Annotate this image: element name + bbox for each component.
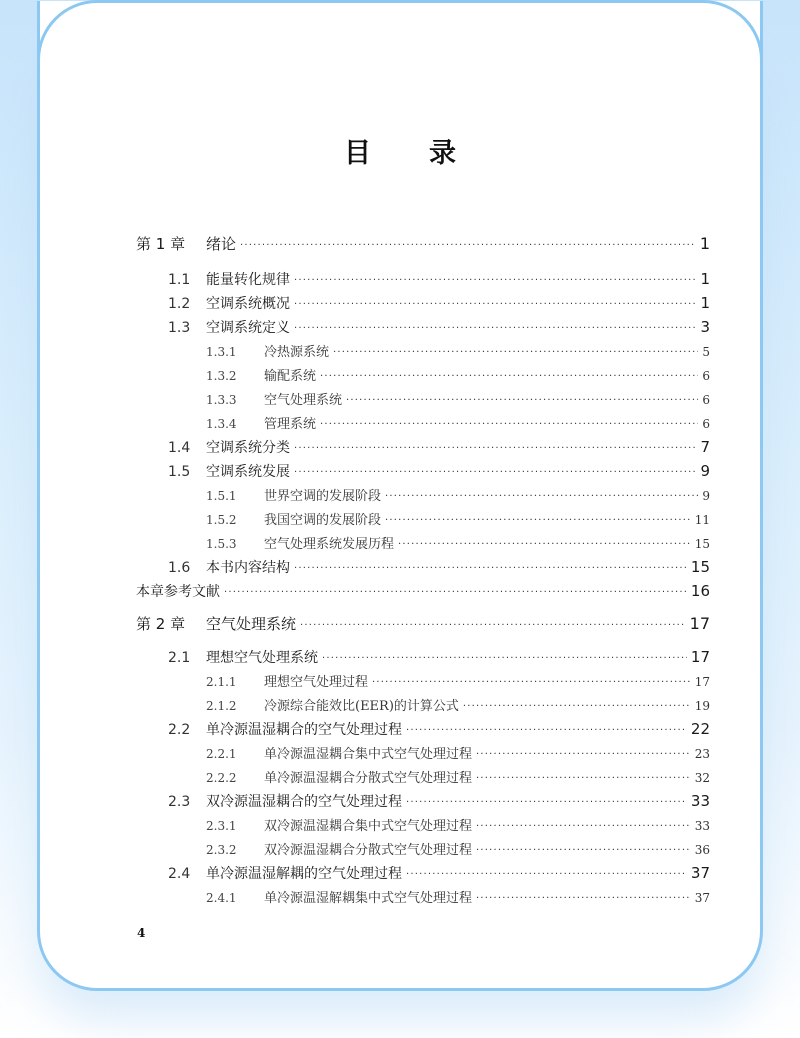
- toc-page-number: 16: [690, 582, 710, 600]
- toc-label: 理想空气处理系统: [206, 650, 318, 666]
- toc-number: 1.5: [168, 464, 191, 480]
- toc-subsection-2-3-2[interactable]: [136, 839, 710, 863]
- leader-dots: [385, 515, 691, 526]
- toc-number: 2.1.2: [206, 699, 237, 713]
- toc-page-number: 17: [690, 648, 710, 666]
- toc-page-number: 36: [694, 843, 710, 857]
- toc-subsection-2-1-1[interactable]: [136, 671, 710, 695]
- toc-section-1-6[interactable]: [136, 557, 710, 581]
- toc-page-number: 6: [702, 369, 710, 383]
- leader-dots: [320, 371, 698, 382]
- toc-page-number: 33: [690, 792, 710, 810]
- toc-label: 双冷源温湿耦合集中式空气处理过程: [264, 819, 473, 834]
- toc-page-number: 37: [694, 891, 710, 905]
- toc-number: 1.2: [168, 296, 191, 312]
- page-title: [40, 131, 760, 170]
- toc-page-number: 33: [694, 819, 710, 833]
- toc-label: 双冷源温湿耦合的空气处理过程: [206, 794, 402, 810]
- toc-number: 1.5.1: [206, 489, 237, 503]
- toc-subsection-2-4-1[interactable]: [136, 887, 710, 911]
- toc-page-number: 1: [699, 234, 710, 253]
- leader-dots: [224, 587, 687, 598]
- toc-chapter-1[interactable]: [136, 233, 710, 261]
- toc-label: 单冷源温湿解耦的空气处理过程: [206, 866, 402, 882]
- leader-dots: [294, 323, 696, 334]
- leader-dots: [294, 563, 687, 574]
- leader-dots: [463, 701, 691, 712]
- toc-subsection-1-5-2[interactable]: [136, 509, 710, 533]
- toc-page-number: 32: [694, 771, 710, 785]
- toc-label: 单冷源温湿耦合集中式空气处理过程: [264, 747, 473, 762]
- table-of-contents: [136, 233, 710, 911]
- toc-page-number: 17: [694, 675, 710, 689]
- toc-label: 空气处理系统发展历程: [264, 537, 395, 552]
- leader-dots: [398, 539, 691, 550]
- toc-label: 空调系统概况: [206, 296, 290, 312]
- toc-section-2-3[interactable]: [136, 791, 710, 815]
- toc-page-number: 22: [690, 720, 710, 738]
- toc-label: 单冷源温湿耦合分散式空气处理过程: [264, 771, 473, 786]
- toc-label: 冷热源系统: [264, 345, 330, 360]
- toc-number: 2.2.2: [206, 771, 237, 785]
- toc-number: 2.1: [168, 650, 191, 666]
- toc-label: 能量转化规律: [206, 272, 290, 288]
- title-char-2: 录: [429, 138, 456, 169]
- leader-dots: [476, 773, 691, 784]
- leader-dots: [372, 677, 691, 688]
- toc-number: 1.5.3: [206, 537, 237, 551]
- leader-dots: [346, 395, 698, 406]
- toc-page-number: 11: [694, 513, 710, 527]
- toc-number: 1.3.3: [206, 393, 237, 407]
- toc-label: 冷源综合能效比(EER)的计算公式: [264, 699, 459, 714]
- toc-number: 1.3.2: [206, 369, 237, 383]
- toc-number: 2.1.1: [206, 675, 237, 689]
- leader-dots: [300, 620, 686, 631]
- toc-number: 1.3.1: [206, 345, 237, 359]
- toc-number: 1.1: [168, 272, 191, 288]
- toc-subsection-2-2-1[interactable]: [136, 743, 710, 767]
- toc-section-1-5[interactable]: [136, 461, 710, 485]
- toc-number: 1.5.2: [206, 513, 237, 527]
- title-char-1: 目: [344, 138, 371, 169]
- leader-dots: [385, 491, 698, 502]
- toc-number: 1.4: [168, 440, 191, 456]
- toc-label: 本章参考文献: [136, 584, 220, 600]
- toc-chapter-2[interactable]: [136, 613, 710, 641]
- toc-subsection-2-3-1[interactable]: [136, 815, 710, 839]
- toc-subsection-1-3-4[interactable]: [136, 413, 710, 437]
- toc-page-number: 19: [694, 699, 710, 713]
- toc-page-number: 1: [700, 270, 710, 288]
- toc-number: 第 2 章: [136, 615, 186, 633]
- toc-label: 输配系统: [264, 369, 317, 384]
- toc-label: 空调系统定义: [206, 320, 290, 336]
- book-page: [37, 1, 763, 991]
- leader-dots: [406, 797, 687, 808]
- toc-page-number: 6: [702, 393, 710, 407]
- toc-references-chapter-1[interactable]: [136, 581, 710, 605]
- leader-dots: [294, 299, 696, 310]
- toc-label: 管理系统: [264, 417, 317, 432]
- toc-section-1-4[interactable]: [136, 437, 710, 461]
- toc-number: 2.3.2: [206, 843, 237, 857]
- toc-page-number: 1: [700, 294, 710, 312]
- toc-number: 2.3: [168, 794, 191, 810]
- leader-dots: [476, 845, 691, 856]
- toc-subsection-1-3-1[interactable]: [136, 341, 710, 365]
- toc-number: 2.2: [168, 722, 191, 738]
- toc-number: 第 1 章: [136, 235, 186, 253]
- toc-subsection-1-5-1[interactable]: [136, 485, 710, 509]
- toc-number: 2.4.1: [206, 891, 237, 905]
- toc-page-number: 6: [702, 417, 710, 431]
- toc-section-1-1[interactable]: [136, 269, 710, 293]
- toc-page-number: 9: [702, 489, 710, 503]
- leader-dots: [476, 821, 691, 832]
- toc-label: 空气处理系统: [206, 615, 297, 633]
- toc-label: 空气处理系统: [264, 393, 343, 408]
- leader-dots: [294, 443, 696, 454]
- toc-page-number: 5: [702, 345, 710, 359]
- leader-dots: [406, 725, 687, 736]
- toc-label: 理想空气处理过程: [264, 675, 369, 690]
- leader-dots: [320, 419, 698, 430]
- toc-label: 空调系统发展: [206, 464, 290, 480]
- leader-dots: [294, 275, 696, 286]
- toc-subsection-2-2-2[interactable]: [136, 767, 710, 791]
- toc-section-2-4[interactable]: [136, 863, 710, 887]
- toc-subsection-2-1-2[interactable]: [136, 695, 710, 719]
- toc-section-2-1[interactable]: [136, 647, 710, 671]
- toc-label: 单冷源温湿耦合的空气处理过程: [206, 722, 402, 738]
- leader-dots: [333, 347, 698, 358]
- toc-label: 绪论: [206, 235, 237, 253]
- toc-page-number: 37: [690, 864, 710, 882]
- toc-number: 2.4: [168, 866, 191, 882]
- toc-section-2-2[interactable]: [136, 719, 710, 743]
- toc-subsection-1-3-3[interactable]: [136, 389, 710, 413]
- toc-page-number: 17: [689, 614, 710, 633]
- toc-number: 2.3.1: [206, 819, 237, 833]
- toc-label: 空调系统分类: [206, 440, 290, 456]
- toc-page-number: 7: [700, 438, 710, 456]
- toc-page-number: 3: [700, 318, 710, 336]
- leader-dots: [294, 467, 696, 478]
- page-folio-number: 4: [137, 926, 146, 940]
- toc-number: 1.6: [168, 560, 191, 576]
- toc-page-number: 15: [694, 537, 710, 551]
- toc-label: 我国空调的发展阶段: [264, 513, 382, 528]
- toc-section-1-3[interactable]: [136, 317, 710, 341]
- toc-label: 世界空调的发展阶段: [264, 489, 382, 504]
- leader-dots: [322, 653, 687, 664]
- toc-section-1-2[interactable]: [136, 293, 710, 317]
- toc-label: 双冷源温湿耦合分散式空气处理过程: [264, 843, 473, 858]
- leader-dots: [476, 893, 691, 904]
- toc-subsection-1-5-3[interactable]: [136, 533, 710, 557]
- toc-page-number: 23: [694, 747, 710, 761]
- toc-number: 2.2.1: [206, 747, 237, 761]
- toc-label: 本书内容结构: [206, 560, 290, 576]
- toc-label: 单冷源温湿解耦集中式空气处理过程: [264, 891, 473, 906]
- leader-dots: [240, 240, 696, 251]
- leader-dots: [476, 749, 691, 760]
- toc-page-number: 15: [690, 558, 710, 576]
- toc-page-number: 9: [700, 462, 710, 480]
- toc-subsection-1-3-2[interactable]: [136, 365, 710, 389]
- leader-dots: [406, 869, 687, 880]
- toc-number: 1.3.4: [206, 417, 237, 431]
- toc-number: 1.3: [168, 320, 191, 336]
